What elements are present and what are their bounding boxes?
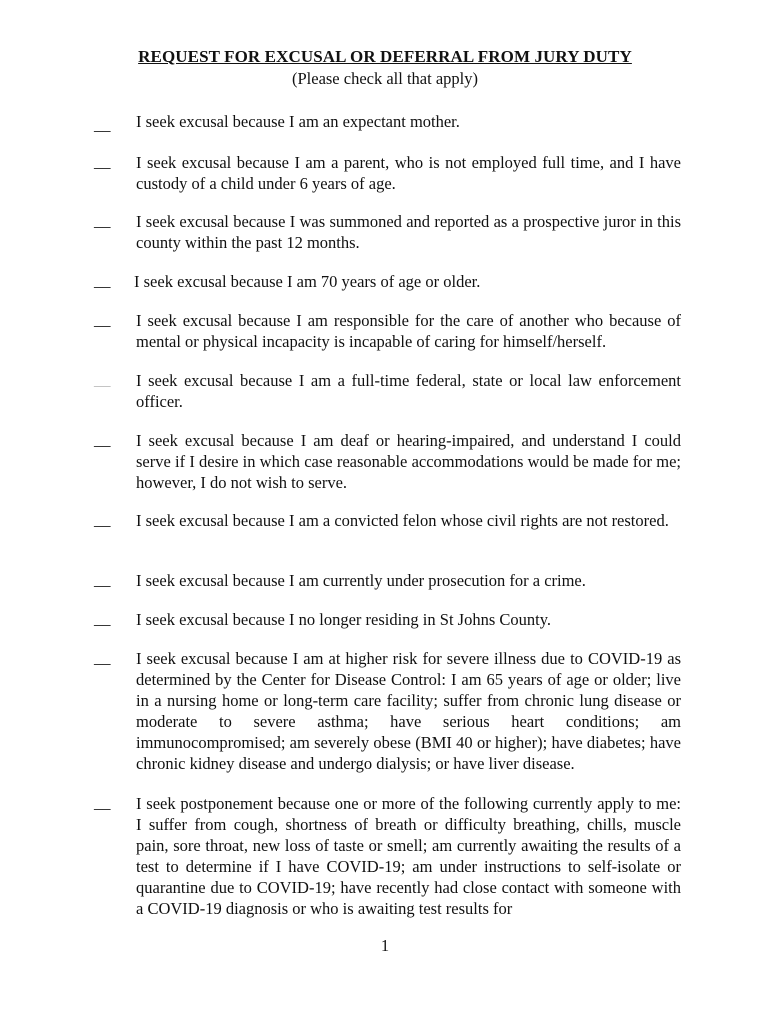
form-title: REQUEST FOR EXCUSAL OR DEFERRAL FROM JURY DUTY <box>138 47 632 66</box>
checkbox-blank[interactable]: __ <box>94 115 111 134</box>
form-subtitle: (Please check all that apply) <box>291 69 478 88</box>
checkbox-blank[interactable]: __ <box>94 271 111 290</box>
option-text: I seek excusal because I no longer residing in St Johns County. <box>136 610 552 629</box>
option-text: I seek excusal because I am an expectant mother. <box>136 112 460 131</box>
checkbox-blank[interactable]: __ <box>94 609 111 628</box>
checkbox-blank[interactable]: __ <box>94 648 111 667</box>
checkbox-blank[interactable]: __ <box>94 310 111 329</box>
checkbox-blank[interactable]: __ <box>94 793 111 812</box>
checkbox-blank[interactable]: __ <box>94 370 111 389</box>
page-number: 1 <box>380 936 390 955</box>
checkbox-blank[interactable]: __ <box>94 211 111 230</box>
option-text: I seek excusal because I was summoned and reported as a prospective juror in this county within the past 12 months. <box>136 212 681 252</box>
checkbox-blank[interactable]: __ <box>94 510 111 529</box>
checkbox-blank[interactable]: __ <box>94 152 111 171</box>
option-text: I seek excusal because I am 70 years of age or older. <box>134 272 481 291</box>
option-text: I seek excusal because I am currently under prosecution for a crime. <box>136 571 586 590</box>
option-text: I seek postponement because one or more of the following currently apply to me: I suffer from cough, shortness of breath or difficulty breathing, chills, muscle pain, sore throat, new loss of taste or smell; am currently awaiting the results of a test to determine if I have COVID-19; am under instructions to self-isolate or quarantine due to COVID-19; have recently had close contact with someone with a COVID-19 diagnosis or who is awaiting test results for <box>136 794 681 918</box>
checkbox-blank[interactable]: __ <box>94 570 111 589</box>
option-text: I seek excusal because I am at higher risk for severe illness due to COVID-19 as determined by the Center for Disease Control: I am 65 years of age or older; live in a nursing home or long-term care facility; suffer from chronic lung disease or moderate to severe asthma; have serious heart conditions; am immunocompromised; am severely obese (BMI 40 or higher); have diabetes; have chronic kidney disease and undergo dialysis; or have liver disease. <box>136 649 681 773</box>
option-text: I seek excusal because I am deaf or hearing-impaired, and understand I could serve if I desire in which case reasonable accommodations would be made for me; however, I do not wish to serve. <box>136 431 681 492</box>
option-text: I seek excusal because I am a convicted felon whose civil rights are not restored. <box>136 511 669 530</box>
option-text: I seek excusal because I am responsible for the care of another who because of mental or physical incapacity is incapable of caring for himself/herself. <box>136 311 681 351</box>
option-text: I seek excusal because I am a parent, who is not employed full time, and I have custody of a child under 6 years of age. <box>136 153 681 193</box>
checkbox-blank[interactable]: __ <box>94 430 111 449</box>
option-text: I seek excusal because I am a full-time federal, state or local law enforcement officer. <box>136 371 681 411</box>
